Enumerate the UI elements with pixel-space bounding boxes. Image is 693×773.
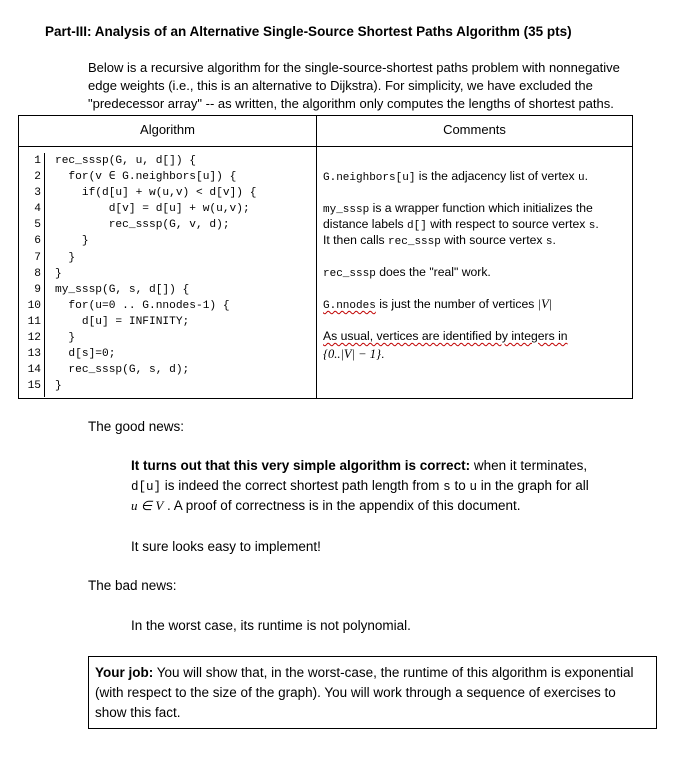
comment-nnodes: G.nnodes is just the number of vertices |V| <box>323 297 553 312</box>
line-number: 6 <box>34 235 41 248</box>
bad-news-label: The bad news: <box>88 578 177 593</box>
line-number: 10 <box>27 299 41 312</box>
column-divider <box>316 116 317 398</box>
line-number: 12 <box>27 332 41 345</box>
page-title: Part-III: Analysis of an Alternative Single-Source Shortest Paths Algorithm (35 pts) <box>45 24 572 39</box>
line-number: 14 <box>27 364 41 377</box>
line-number: 2 <box>34 171 41 184</box>
code-text: } <box>55 251 76 264</box>
code-text: } <box>55 267 62 280</box>
line-number: 3 <box>34 187 41 200</box>
code-text: d[s]=0; <box>55 348 116 361</box>
comment-my-sssp-line2: distance labels d[] with respect to source vertex s. <box>323 217 599 232</box>
line-number: 4 <box>34 203 41 216</box>
code-text: } <box>55 235 89 248</box>
easy-to-implement: It sure looks easy to implement! <box>131 539 321 554</box>
code-text: rec_sssp(G, s, d); <box>55 364 190 377</box>
intro-line: Below is a recursive algorithm for the single-source-shortest paths problem with nonnegative <box>88 60 620 75</box>
code-text: if(d[u] + w(u,v) < d[v]) { <box>55 187 257 200</box>
line-number-border <box>44 153 45 397</box>
intro-line: edge weights (i.e., this is an alternative to Dijkstra). For simplicity, we have excluded the <box>88 78 593 93</box>
comment-vertex-range: {0..|V| − 1}. <box>323 347 385 361</box>
header-comments: Comments <box>443 122 506 137</box>
code-text: my_sssp(G, s, d[]) { <box>55 283 190 296</box>
intro-paragraph <box>88 59 648 113</box>
code-text: for(u=0 .. G.nnodes-1) { <box>55 299 230 312</box>
good-news-label: The good news: <box>88 419 185 434</box>
line-number: 11 <box>27 315 41 328</box>
line-number: 8 <box>34 267 41 280</box>
line-number: 15 <box>27 380 41 393</box>
code-text: rec_sssp(G, u, d[]) { <box>55 155 196 167</box>
your-job-label: Your job: <box>95 665 154 680</box>
code-text: for(v ∈ G.neighbors[u]) { <box>55 171 237 184</box>
comment-rec-sssp: rec_sssp does the "real" work. <box>323 265 491 280</box>
line-number: 5 <box>34 219 41 232</box>
comment-vertex-ids: As usual, vertices are identified by integers in <box>323 329 568 343</box>
comment-my-sssp: my_sssp is a wrapper function which initializes the <box>323 201 593 216</box>
good-news-line2: d[u] is indeed the correct shortest path length from s to u in the graph for all <box>131 478 589 494</box>
header-algorithm: Algorithm <box>140 122 195 137</box>
your-job-box <box>88 656 657 729</box>
line-number: 7 <box>34 251 41 264</box>
bad-news-statement: In the worst case, its runtime is not polynomial. <box>131 618 411 633</box>
your-job-text: You will show that, in the worst-case, the runtime of this algorithm is exponential (with respect to the size of the graph). You will work through a sequence of exercises to show this fact. <box>95 665 634 720</box>
comment-my-sssp-line3: It then calls rec_sssp with source vertex s. <box>323 233 556 248</box>
good-news-statement: It turns out that this very simple algorithm is correct: when it terminates, <box>131 458 588 473</box>
line-number: 1 <box>34 155 41 167</box>
good-news-line3: u ∈ V . A proof of correctness is in the appendix of this document. <box>131 498 521 513</box>
intro-line: "predecessor array" -- as written, the algorithm only computes the lengths of shortest paths. <box>88 96 614 111</box>
comment-neighbors: G.neighbors[u] is the adjacency list of vertex u. <box>323 169 588 184</box>
line-number: 13 <box>27 348 41 361</box>
code-text: rec_sssp(G, v, d); <box>55 219 230 232</box>
code-text: d[u] = INFINITY; <box>55 315 190 328</box>
algorithm-table <box>18 115 633 399</box>
code-text: } <box>55 332 76 345</box>
header-divider <box>19 146 632 147</box>
code-text: d[v] = d[u] + w(u,v); <box>55 203 250 216</box>
line-number: 9 <box>34 283 41 296</box>
code-text: } <box>55 380 62 393</box>
